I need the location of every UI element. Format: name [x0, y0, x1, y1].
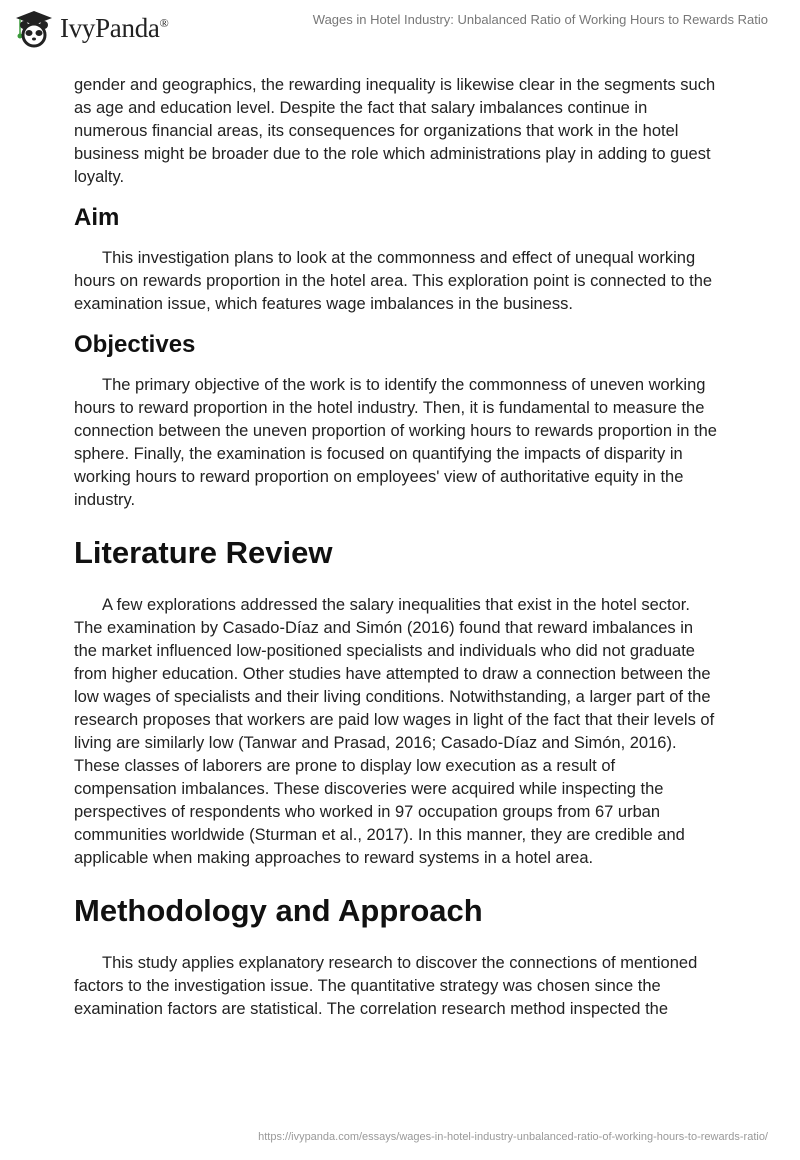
panda-graduate-icon: [12, 8, 56, 48]
paragraph-line: examination factors are statistical. The correlation research method inspected the: [74, 1000, 668, 1018]
document-title: Wages in Hotel Industry: Unbalanced Ratio of Working Hours to Rewards Ratio: [312, 12, 768, 27]
paragraph-line: as age and education level. Despite the fact that salary imbalances continue in: [74, 99, 648, 117]
paragraph: [74, 247, 754, 316]
paragraph-line: loyalty.: [74, 168, 125, 186]
paragraph: [74, 74, 754, 189]
paragraph-line: This study applies explanatory research to discover the connections of mentioned: [102, 954, 698, 972]
paragraph: [74, 952, 754, 1021]
registered-mark: ®: [159, 15, 169, 30]
paragraph-line: perspectives of respondents who worked in 97 occupation groups from 67 urban: [74, 803, 661, 821]
paragraph-line: from higher education. Other studies have attempted to draw a connection between the: [74, 665, 711, 683]
paragraph-line: low wages of specialists and their living conditions. Notwithstanding, a larger part of the: [74, 688, 711, 706]
paragraph-line: applicable when making approaches to reward systems in a hotel area.: [74, 849, 594, 867]
paragraph-line: This investigation plans to look at the commonness and effect of unequal working: [102, 249, 696, 267]
paragraph-line: These classes of laborers are prone to display low execution as a result of: [74, 757, 616, 775]
paragraph-line: business might be broader due to the role which administrations play in adding to guest: [74, 145, 711, 163]
paragraph-line: examination issue, which features wage imbalances in the business.: [74, 295, 573, 313]
paragraph-line: communities worldwide (Sturman et al., 2017). In this manner, they are credible and: [74, 826, 685, 844]
paragraph-line: connection between the uneven proportion of working hours to rewards proportion in the: [74, 422, 717, 440]
section-heading: Literature Review: [74, 535, 333, 570]
source-url[interactable]: https://ivypanda.com/essays/wages-in-hotel-industry-unbalanced-ratio-of-working-hours-to-rewards-ratio/: [258, 1131, 768, 1143]
section-heading: Objectives: [74, 331, 196, 358]
paragraph-line: sphere. Finally, the examination is focused on quantifying the impacts of disparity in: [74, 445, 683, 463]
paragraph-line: industry.: [74, 491, 136, 509]
section-heading: Aim: [74, 204, 120, 231]
paragraph-line: The examination by Casado-Díaz and Simón (2016) found that reward imbalances in: [74, 619, 694, 637]
paragraph-line: living are similarly low (Tanwar and Prasad, 2016; Casado-Díaz and Simón, 2016).: [74, 734, 677, 752]
paragraph-line: gender and geographics, the rewarding inequality is likewise clear in the segments such: [74, 76, 716, 94]
section-heading: Methodology and Approach: [74, 893, 483, 928]
paragraph-line: working hours to reward proportion on employees' view of authoritative equity in the: [74, 468, 684, 486]
paragraph-line: compensation imbalances. These discoveries were acquired while inspecting the: [74, 780, 664, 798]
paragraph-line: A few explorations addressed the salary inequalities that exist in the hotel sector.: [102, 596, 690, 614]
page-header: [0, 0, 800, 50]
paragraph: [74, 374, 754, 512]
paragraph-line: hours on rewards proportion in the hotel area. This exploration point is connected to the: [74, 272, 713, 290]
paragraph-line: hours to reward proportion in the hotel industry. Then, it is fundamental to measure the: [74, 399, 705, 417]
paragraph-line: factors to the investigation issue. The quantitative strategy was chosen since the: [74, 977, 661, 995]
paragraph-line: the market influenced low-positioned specialists and individuals who did not graduate: [74, 642, 695, 660]
paragraph: [74, 594, 754, 870]
ivypanda-logo[interactable]: [12, 8, 168, 48]
brand-name: IvyPanda: [60, 12, 160, 43]
essay-content: [74, 74, 754, 1021]
paragraph-line: numerous financial areas, its consequences for organizations that work in the hotel: [74, 122, 679, 140]
paragraph-line: research proposes that workers are paid low wages in light of the fact that their levels of: [74, 711, 715, 729]
paragraph-line: The primary objective of the work is to identify the commonness of uneven working: [102, 376, 706, 394]
